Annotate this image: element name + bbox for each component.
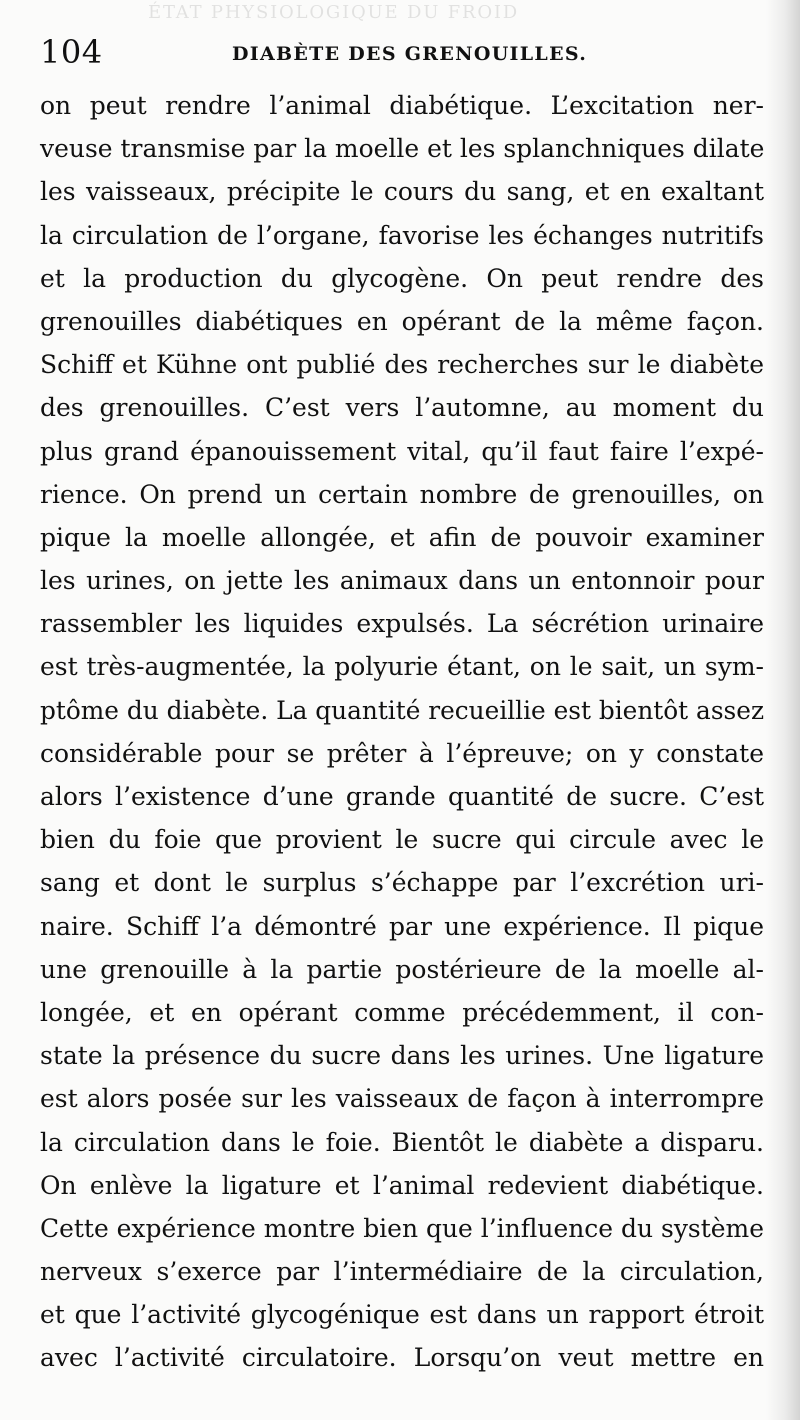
text-line: bien du foie que provient le sucre qui circule avec le	[40, 825, 764, 855]
text-line: state la présence du sucre dans les urines. Une ligature	[40, 1041, 764, 1071]
text-line: alors l’existence d’une grande quantité de sucre. C’est	[40, 782, 764, 811]
text-line: et la production du glycogène. On peut rendre des	[40, 263, 764, 293]
text-line: On enlève la ligature et l’animal redevient diabétique.	[40, 1170, 764, 1200]
text-line: avec l’activité circulatoire. Lorsqu’on veut mettre en	[40, 1343, 764, 1373]
page-edge-shadow	[766, 0, 800, 1420]
text-line: veuse transmise par la moelle et les splanchniques dilate	[40, 134, 765, 164]
running-title: DIABÈTE DES GRENOUILLES.	[232, 43, 588, 65]
text-line: sang et dont le surplus s’échappe par l’excrétion uri-	[40, 868, 764, 898]
text-line: la circulation de l’organe, favorise les échanges nutritifs	[40, 220, 764, 250]
text-line: on peut rendre l’animal diabétique. L’excitation ner-	[40, 91, 764, 120]
bleed-through-header: ÉTAT PHYSIOLOGIQUE DU FROID	[148, 2, 520, 23]
text-line: pique la moelle allongée, et afin de pouvoir examiner	[40, 522, 764, 552]
text-line: grenouilles diabétiques en opérant de la même façon.	[40, 306, 764, 336]
text-line: rience. On prend un certain nombre de grenouilles, on	[40, 479, 764, 509]
text-line: des grenouilles. C’est vers l’automne, au moment du	[40, 393, 764, 423]
text-line: plus grand épanouissement vital, qu’il faut faire l’expé-	[40, 436, 764, 466]
text-line: la circulation dans le foie. Bientôt le diabète a disparu.	[40, 1127, 764, 1157]
text-line: Cette expérience montre bien que l’influence du système	[40, 1213, 764, 1243]
text-line: les urines, on jette les animaux dans un entonnoir pour	[40, 566, 764, 596]
text-line: longée, et en opérant comme précédemment, il con-	[40, 997, 764, 1027]
text-line: naire. Schiff l’a démontré par une expérience. Il pique	[40, 911, 764, 941]
text-line: rassembler les liquides expulsés. La sécrétion urinaire	[40, 609, 764, 639]
text-line: une grenouille à la partie postérieure de la moelle al-	[40, 954, 764, 984]
text-line: nerveux s’exerce par l’intermédiaire de la circulation,	[40, 1257, 764, 1287]
page-number: 104	[40, 33, 103, 71]
text-line: est très-augmentée, la polyurie étant, on le sait, un sym-	[40, 652, 764, 682]
page-header	[40, 32, 760, 80]
text-line: et que l’activité glycogénique est dans un rapport étroit	[40, 1300, 764, 1330]
text-line: les vaisseaux, précipite le cours du sang, et en exaltant	[40, 177, 764, 207]
text-line: Schiff et Kühne ont publié des recherches sur le diabète	[40, 350, 764, 380]
body-text	[40, 84, 764, 1380]
text-line: ptôme du diabète. La quantité recueillie est bientôt assez	[40, 695, 765, 725]
text-line: est alors posée sur les vaisseaux de façon à interrompre	[40, 1084, 764, 1114]
text-line: considérable pour se prêter à l’épreuve; on y constate	[40, 738, 764, 768]
